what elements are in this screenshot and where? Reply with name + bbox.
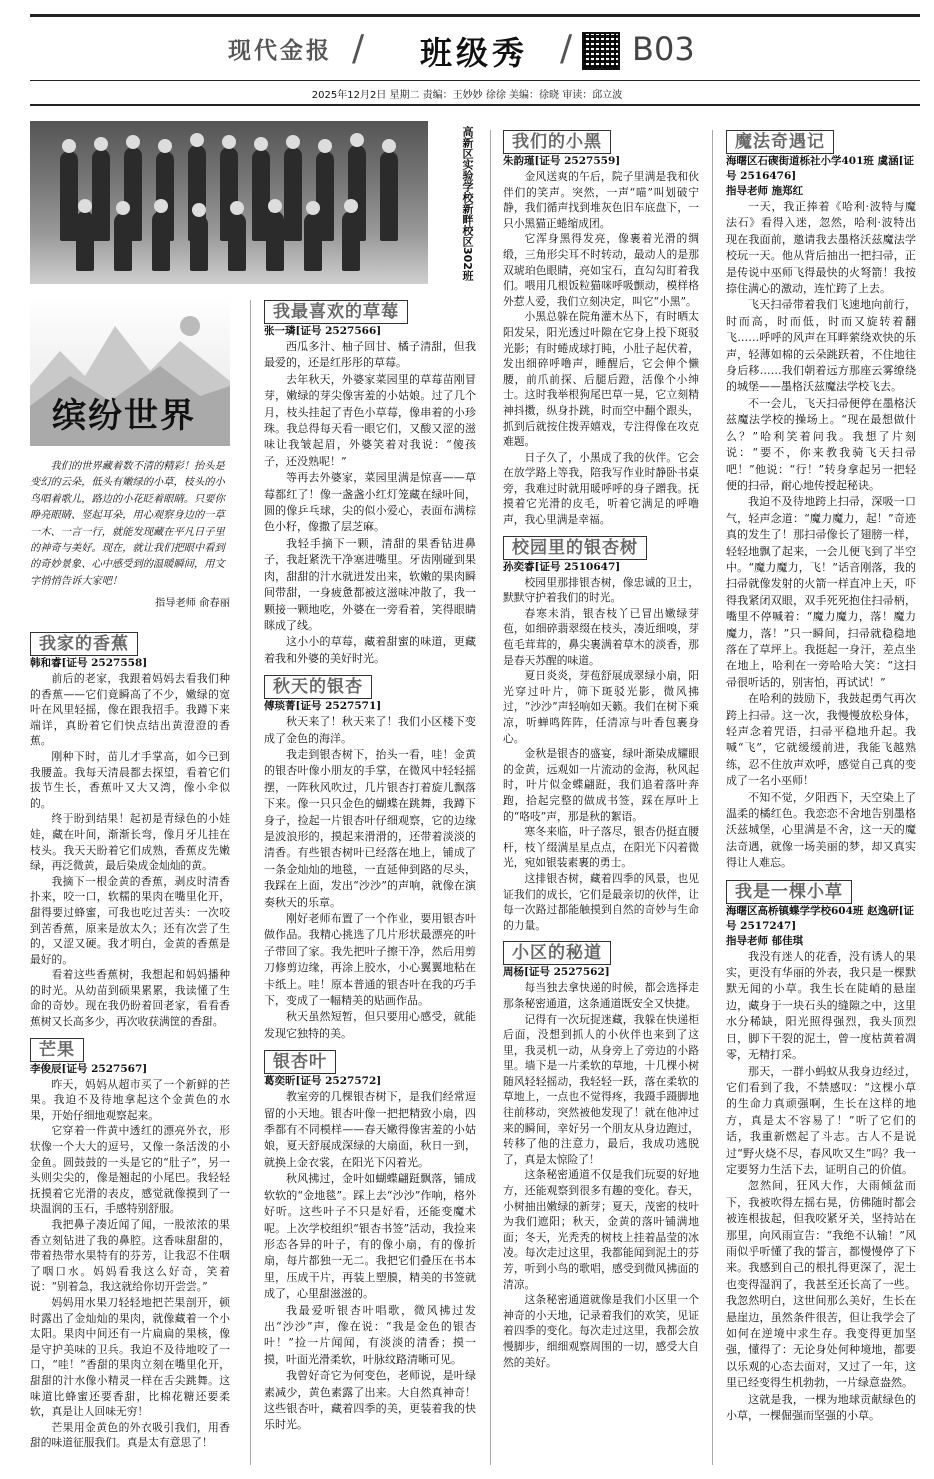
- masthead-rule: [30, 80, 920, 81]
- article-autumn-ginkgo: [264, 675, 476, 1042]
- article-title: 小区的秘道: [503, 941, 611, 965]
- article-paragraph: 春寒未消，银杏枝丫已冒出嫩绿芽苞，如细碎翡翠缀在枝头，凑近细嗅，芽苞毛茸茸的，鼻尖裹满着草木的淡香，那是春天苏醒的味道。: [503, 606, 699, 667]
- article-title: 我最喜欢的草莓: [264, 300, 408, 324]
- article-paragraph: 它浑身黑得发亮，像裹着光滑的绸缎，三角形尖耳不时转动，最动人的是那双琥珀色眼睛，亮如宝石，直勾勾盯着我们。喂用几根饭粒猫咪呼吸颤动，模样格外惹人爱，我们立刻决定，叫它“小黑”。: [503, 232, 699, 308]
- article-paragraph: 看着这些香蕉树，我想起和妈妈播种的时光。从幼苗到硕果累累，我读懂了生命的奇妙。现在我仍盼着回老家，看看香蕉树又长高多少，再次收获满筐的香甜。: [30, 968, 230, 1029]
- article-author: 海曙区石碶街道栎社小学401班 虞涵[证号 2516476]: [726, 155, 915, 182]
- intro-text: [30, 458, 230, 612]
- article-paragraph: 这条秘密通道就像是我们小区里一个神奇的小天地，记录着我们的欢笑，见证着四季的变化。每次走过这里，我都会放慢脚步，细细观察周围的一切，感受大自然的美好。: [503, 1293, 699, 1369]
- class-caption: 高新区实验学校新畔校区302班: [461, 126, 474, 281]
- article-paragraph: 我没有迷人的花香，没有诱人的果实，更没有华丽的外表，我只是一棵默默无闻的小草。我生长在陡峭的悬崖边，藏身于一块石头的缝隙之中，这里水分稀缺，阳光照得强烈，我头顶烈日，脚下干裂的泥土，曾一度枯黄着凋零，无精打采。: [726, 949, 916, 1062]
- article-paragraph: 昨天，妈妈从超市买了一个新鲜的芒果。我迫不及待地拿起这个金黄色的水果，开始仔细地观察起来。: [30, 1077, 230, 1122]
- article-paragraph: 日子久了，小黑成了我的伙伴。它会在放学路上等我，陪我写作业时静卧书桌旁，我难过时就用暖呼呼的身子蹭我。抚摸着它光滑的皮毛，听着它满足的呼噜声，我心里满是幸福。: [503, 450, 699, 527]
- column-divider: [490, 130, 491, 1465]
- article-paragraph: 一天，我正捧着《哈利·波特与魔法石》看得入迷，忽然，哈利·波特出现在我面前，邀请我去墨格沃兹魔法学校玩一天。他从背后抽出一把扫帚，正是传说中巫师飞得最快的火弩箭！我按捺住满心的激动，连忙跨了上去。: [726, 200, 916, 296]
- article-paragraph: 这小小的草莓，藏着甜蜜的味道，更藏着我和外婆的美好时光。: [264, 635, 476, 665]
- article-author: 朱韵瑾[证号 2527559]: [503, 155, 621, 167]
- article-paragraph: 飞天扫帚带着我们飞速地向前行，时而高，时而低，时而又旋转着翻飞……呼呼的风声在耳畔萦绕欢快的乐声，轻薄如棉的云朵跳跃着，不住地往身后移……我们朝着远方那座云雾缭绕的城堡——墨格沃兹魔法学校飞去。: [726, 298, 916, 394]
- article-paragraph: 它穿着一件黄中透红的漂亮外衣，形状像一个大大的逗号，又像一条活泼的小金鱼。圆鼓鼓的一头是它的“肚子”，另一头则尖尖的，像是翘起的小尾巴。我轻轻抚摸着它光滑的表皮，感觉就像摸到了一块温润的玉石，手感特别舒服。: [30, 1124, 230, 1216]
- qr-code-icon: [582, 32, 620, 70]
- article-paragraph: 秋风拂过，金叶如蝴蝶翩跹飘落，铺成软软的“金地毯”。踩上去“沙沙”作响，格外好听。这些叶子不只是好看，还能变魔术呢。上次学校组织“银杏书签”活动，我捡来形态各异的叶子，有的像小扇，有的像折扇，每片都独一无二。我把它们叠压在书本里，压成干片，再装上塑膜，精美的书签就成了，心里甜滋滋的。: [264, 1172, 476, 1301]
- article-paragraph: 在哈利的鼓励下，我鼓起勇气再次跨上扫帚。这一次，我慢慢放松身体，轻声念着咒语，扫帚平稳地升起。我喊“飞”，它就缓缓前进，我能飞越熟练，忍不住放声欢呼，感觉自己真的变成了一名小巫师！: [726, 692, 916, 788]
- article-paragraph: 教室旁的几棵银杏树下，是我们经常逗留的小天地。银杏叶像一把把精致小扇，四季都有不同模样——春天嫩得像害羞的小姑娘，夏天舒展成深绿的大扇面，秋日一到，就换上金衣裳，在阳光下闪着光。: [264, 1090, 476, 1169]
- article-teacher: 指导老师 施郑红: [726, 185, 804, 197]
- article-paragraph: 这排银杏树，藏着四季的风景，也见证我们的成长，它们是最亲切的伙伴，让每一次路过都能触摸到自然的奇妙与生命的力量。: [503, 871, 699, 932]
- column-divider: [250, 300, 251, 1465]
- article-paragraph: 忽然间，狂风大作，大雨倾盆而下，我被吹得左摇右晃，仿佛随时都会被连根拔起，但我咬紧牙关，坚持站在那里，向风雨宣告：“我绝不认输！”风雨似乎听懂了我的誓言，都慢慢停了下来。我感到自己的根扎得更深了，泥土也变得湿润了，我甚至还长高了一些。我忽然明白，这世间那么美好，生长在悬崖边，虽然条件很苦，但让我学会了如何在逆境中求生存。我变得更加坚强，懂得了：无论身处何种境地，都要以乐观的心态去面对，又过了一年，这里已经变得生机勃勃，一片绿意盎然。: [726, 1179, 916, 1390]
- article-paragraph: 记得有一次玩捉迷藏，我躲在快递柜后面，没想到抓人的小伙伴也来到了这里，我灵机一动，从身旁上了旁边的小路里。墙下是一片柔软的草地，十几棵小树随风轻轻摇动，我轻轻一跃，落在柔软的草地上，一点也不觉得疼，我蹑手蹑脚地往前移动，突然被他发现了！就在他冲过来的瞬间，幸好另一个朋友从身边跑过，转移了他的注意力，最后，我成功逃脱了，真是太惊险了！: [503, 1012, 699, 1166]
- intro-title: 缤纷世界: [52, 396, 196, 436]
- article-author: 傅琰菁[证号 2527571]: [264, 700, 382, 713]
- article-paragraph: 西瓜多汁、柚子回甘、橘子清甜，但我最爱的，还是红彤彤的草莓。: [264, 340, 476, 370]
- article-author: 张一璘[证号 2527566]: [264, 325, 382, 337]
- column-1: [30, 632, 230, 1459]
- masthead-divider: /: [352, 28, 365, 69]
- dateline: 2025年12月2日 星期二 责编：王妙妙 徐徐 美编：徐晓 审读：邱立波: [311, 90, 623, 101]
- article-paragraph: 我轻手摘下一颗，清甜的果香钻进鼻子，我赶紧洗干净塞进嘴里。牙齿刚碰到果肉，甜甜的汁水就迸发出来，软嫩的果肉瞬间带甜，一身疲惫都被这滋味冲散了，我一颗接一颗地吃，外婆在一旁看着，笑得眼睛眯成了线。: [264, 536, 476, 632]
- masthead: [0, 28, 934, 80]
- article-author: 韩和睿[证号 2527558]: [30, 657, 148, 669]
- article-paragraph: 去年秋天，外婆家菜园里的草莓苗刚冒芽，嫩绿的芽尖像害羞的小姑娘。过了几个月，枝头挂起了青色小草莓，像串着的小珍珠。我总得每天看一眼它们，又酸又涩的滋味让我皱起眉，外婆笑着对我说：“傻孩子，还没熟呢！”: [264, 372, 476, 468]
- article-paragraph: 刚种下时，苗儿才手掌高，如今已到我腰盖。我每天清晨都去探望，看着它们拔节生长，香蕉叶又大又湾，像小伞似的。: [30, 749, 230, 810]
- article-paragraph: 不一会儿，飞天扫帚便停在墨格沃兹魔法学校的操场上。“现在最想做什么？”哈利笑着问我。我想了片刻说：“要不，你来教我骑飞天扫帚吧！”他说：“行！”转身拿起另一把轻便的扫帚，耐心地传授起秘诀。: [726, 396, 916, 492]
- article-banana: [30, 632, 230, 1030]
- article-paragraph: 我曾好奇它为何变色，老师说，是叶绿素减少，黄色素露了出来。大自然真神奇！这些银杏叶，藏着四季的美，更装着我的快乐时光。: [264, 1369, 476, 1432]
- article-paragraph: 校园里那排银杏树，像忠诚的卫士，默默守护着我们的时光。: [503, 575, 699, 605]
- article-secret-path: [503, 941, 699, 1370]
- article-author: 葛奕昕[证号 2527572]: [264, 1075, 382, 1088]
- publication-name: 现代金报: [228, 38, 332, 64]
- article-author: 孙奕睿[证号 2510647]: [503, 560, 621, 573]
- article-mango: [30, 1038, 230, 1451]
- article-paragraph: 我走到银杏树下，抬头一看，哇！金黄的银杏叶像小朋友的手掌，在微风中轻轻摇摆，一阵秋风吹过，几片银杏打着旋儿飘落下来。像一只只金色的蝴蝶在跳舞，我蹲下身子，捡起一片银杏叶仔细观察，它的边缘是波浪形的，摸起来滑滑的，还带着淡淡的清香。有些银杏树叶已经落在地上，铺成了一条金灿灿的地毯，一直延伸到路的尽头，我踩在上面，发出“沙沙”的声响，就像在演奏秋天的乐章。: [264, 747, 476, 909]
- article-title: 芒果: [30, 1038, 84, 1062]
- article-title: 秋天的银杏: [264, 675, 372, 699]
- column-2: [264, 300, 476, 1442]
- article-title: 校园里的银杏树: [503, 536, 647, 560]
- dateline-rule: [30, 104, 920, 106]
- article-author: 李俊辰[证号 2527567]: [30, 1062, 148, 1075]
- page-number: B03: [632, 30, 695, 68]
- article-title: 我是一棵小草: [726, 880, 852, 904]
- intro-paragraph: 我们的世界藏着数不清的精彩！抬头是变幻的云朵，低头有嫩绿的小草，枝头的小鸟唱着歌儿，路边的小花眨着眼睛。只要你睁亮眼睛、竖起耳朵，用心观察身边的一草一木、一言一行，就能发现藏在平凡日子里的神奇与美好。现在，就让我们把眼中看到的奇妙景象、心中感受到的温暖瞬间，用文字悄悄告诉大家吧！: [30, 460, 225, 587]
- article-paragraph: 每当独去拿快递的时候，都会选择走那条秘密通道，这条通道既安全又快捷。: [503, 981, 699, 1010]
- article-ginkgo-leaf: [264, 1050, 476, 1434]
- article-title: 银杏叶: [264, 1050, 336, 1074]
- article-paragraph: 那天，一群小蚂蚁从我身边经过，它们看到了我，不禁感叹：“这棵小草的生命力真顽强啊，生长在这样的地方，真是太不容易了！”听了它们的话，我重新燃起了斗志。古人不是说过“野火烧不尽，春风吹又生”吗？我一定要努力生活下去，证明自己的价值。: [726, 1064, 916, 1176]
- article-paragraph: 小黑总躲在院角灌木丛下，有时晒太阳发呆，阳光透过叶隙在它身上投下斑驳光影；有时蜷成球打盹，小肚子起伏着，发出细碎呼噜声，睡醒后，它会伸个懒腰，前爪前探、后腿后蹬，活像个小绅士。这时我举根狗尾巴草一晃，它立刻精神抖擞，纵身扑跳，时而空中翻个跟头，抓到后就按住拨弄嬉戏，专注得像在攻克难题。: [503, 310, 699, 449]
- article-paragraph: 秋天来了！秋天来了！我们小区楼下变成了金色的海洋。: [264, 715, 476, 745]
- article-paragraph: 刚好老师布置了一个作业，要用银杏叶做作品。我精心挑选了几片形状最漂亮的叶子带回了家。我先把叶子擦干净，然后用剪刀修剪边缘，再涂上胶水，小心翼翼地粘在卡纸上。哇！原本普通的银杏叶在我的巧手下，变成了一幅精美的贴画作品。: [264, 912, 476, 1008]
- article-paragraph: 这就是我，一棵为地球贡献绿色的小草，一棵倔强而坚强的小草。: [726, 1392, 916, 1423]
- top-rule: [30, 14, 920, 17]
- article-paragraph: 我迫不及待地跨上扫帚，深吸一口气，轻声念道：“魔力魔力，起！”奇迹真的发生了！那扫帚像长了翅膀一样，轻轻地飘了起来，一会儿便飞到了半空中。“魔力魔力，飞！”话音刚落，我的扫帚就像发射的火箭一样直冲上天，吓得我紧闭双眼，双手死死抱住扫帚柄，嘴里不停喊着：“魔力魔力，落！魔力魔力，落！”只一瞬间，扫帚就稳稳地落在了草坪上。我挺起一身汗，差点坐在地上，哈利在一旁哈哈大笑：“这扫帚很听话的，别害怕，再试试！”: [726, 495, 916, 689]
- article-title: 魔法奇遇记: [726, 130, 834, 154]
- article-author: 周杨[证号 2527562]: [503, 966, 610, 979]
- intro-teacher: 指导老师 俞春丽: [154, 597, 230, 610]
- article-paragraph: 金风送爽的午后，院子里满是我和伙伴们的笑声。突然，一声“喵”叫划破宁静，我们循声找到堆灰色旧车底盘下，一只小黑猫正蜷缩成团。: [503, 170, 699, 230]
- article-paragraph: 终于盼到结果！起初是青绿色的小娃娃，藏在叶间，渐渐长弯，像月牙儿挂在枝头。我天天盼着它们成熟，香蕉皮先嫩绿，再泛微黄，最后染成金灿灿的黄。: [30, 812, 230, 873]
- article-campus-ginkgo: [503, 536, 699, 934]
- article-title: 我们的小黑: [503, 130, 611, 154]
- article-paragraph: 前后的老家，我跟着妈妈去看我们种的香蕉——它们竟瞬高了不少，嫩绿的宽叶在风里轻摇，像在跟我招手。我蹲下来端详，真盼着它们快点结出黄澄澄的香蕉。: [30, 672, 230, 748]
- column-3: [503, 130, 699, 1378]
- article-little-black: [503, 130, 699, 528]
- article-paragraph: 等再去外婆家，菜园里满是惊喜——草莓都红了！像一盏盏小红灯笼藏在绿叶间，圆的像乒乓球，尖的似小爱心，表面布满棕色小籽，像撒了层芝麻。: [264, 471, 476, 534]
- article-paragraph: 我最爱听银杏叶唱歌，微风拂过发出“沙沙”声，像在说：“我是金色的银杏叶！”捡一片闻闻，有淡淡的清香；摸一摸，叶面光滑柔软，叶脉纹路清晰可见。: [264, 1303, 476, 1366]
- article-magic-adventure: [726, 130, 916, 872]
- article-title: 我家的香蕉: [30, 632, 138, 656]
- section-title: 班级秀: [420, 34, 529, 72]
- article-paragraph: 这条秘密通道不仅是我们玩耍的好地方，还能观察到很多有趣的变化。春天，小树抽出嫩绿的新芽；夏天，茂密的枝叶为我们遮阳；秋天，金黄的落叶铺满地面；冬天，光秃秃的树枝上挂着晶莹的冰凌。每次走过这里，我都能闻到泥土的芬芳，听到小鸟的歌唱，感受到微风拂面的清凉。: [503, 1168, 699, 1291]
- article-paragraph: 秋天虽然短暂，但只要用心感受，就能发现它独特的美。: [264, 1010, 476, 1040]
- column-divider: [712, 130, 713, 1465]
- article-author: 海曙区高桥镇蝶学学校604班 赵逸研[证号 2517247]: [726, 904, 915, 932]
- article-paragraph: 金秋是银杏的盛宴，绿叶渐染成耀眼的金黄，远观如一片流动的金海，秋风起时，叶片似金蝶翩跹，我们追着落叶奔跑，拾起完整的做成书签，踩在厚叶上的“咯吱”声，那是秋的絮语。: [503, 747, 699, 823]
- class-photo: [30, 121, 428, 284]
- article-paragraph: 夏日炎炎，芽苞舒展成翠绿小扇，阳光穿过叶片，筛下斑驳光影，微风拂过，“沙沙”声轻响如天籁。我们在树下乘凉，听蝉鸣阵阵，任清凉与叶香包裹身心。: [503, 669, 699, 745]
- article-paragraph: 不知不觉，夕阳西下，天空染上了温柔的橘红色。我恋恋不舍地告别墨格沃兹城堡，心里满是不舍，这一天的魔法奇遇，就像一场美丽的梦，却又真实得让人难忘。: [726, 790, 916, 870]
- article-paragraph: 寒冬来临，叶子落尽，银杏仍挺直腰杆，枝丫缀满星星点点，在阳光下闪着微光，宛如银装素裹的勇士。: [503, 825, 699, 870]
- article-paragraph: 我把鼻子凑近闻了闻，一股浓浓的果香立刻钻进了我的鼻腔。这香味甜甜的，带着热带水果特有的芬芳，让我忍不住咽了咽口水。妈妈看我这么好奇，笑着说：“别着急，我这就给你切开尝尝。”: [30, 1218, 230, 1294]
- article-strawberry: [264, 300, 476, 667]
- column-4: [726, 130, 916, 1432]
- intro-illustration: [30, 296, 230, 446]
- article-paragraph: 芒果用金黄色的外衣吸引我们，用香甜的味道征服我们。真是太有意思了！: [30, 1420, 230, 1450]
- article-paragraph: 妈妈用水果刀轻轻地把芒果剖开，顿时露出了金灿灿的果肉，就像藏着一个小太阳。果肉中间还有一片扁扁的果核，像是守护美味的卫兵。我迫不及待地咬了一口，“哇！”香甜的果肉立刻在嘴里化开，甜甜的汁水像小精灵一样在舌尖跳舞。这味道比蜂蜜还要香甜，比棉花糖还要柔软，真是让人回味无穷！: [30, 1295, 230, 1419]
- masthead-divider: /: [560, 28, 573, 69]
- article-teacher: 指导老师 郁佳琪: [726, 934, 804, 947]
- article-paragraph: 我摘下一根金黄的香蕉，剥皮时清香扑来，咬一口，软糯的果肉在嘴里化开，甜得要过蜂蜜，可我也吃过苦头：一次咬到苦香蕉，原来是放太久；还有次尝了生的，又涩又硬。我才明白，金黄的香蕉是最好的。: [30, 874, 230, 966]
- article-little-grass: [726, 880, 916, 1425]
